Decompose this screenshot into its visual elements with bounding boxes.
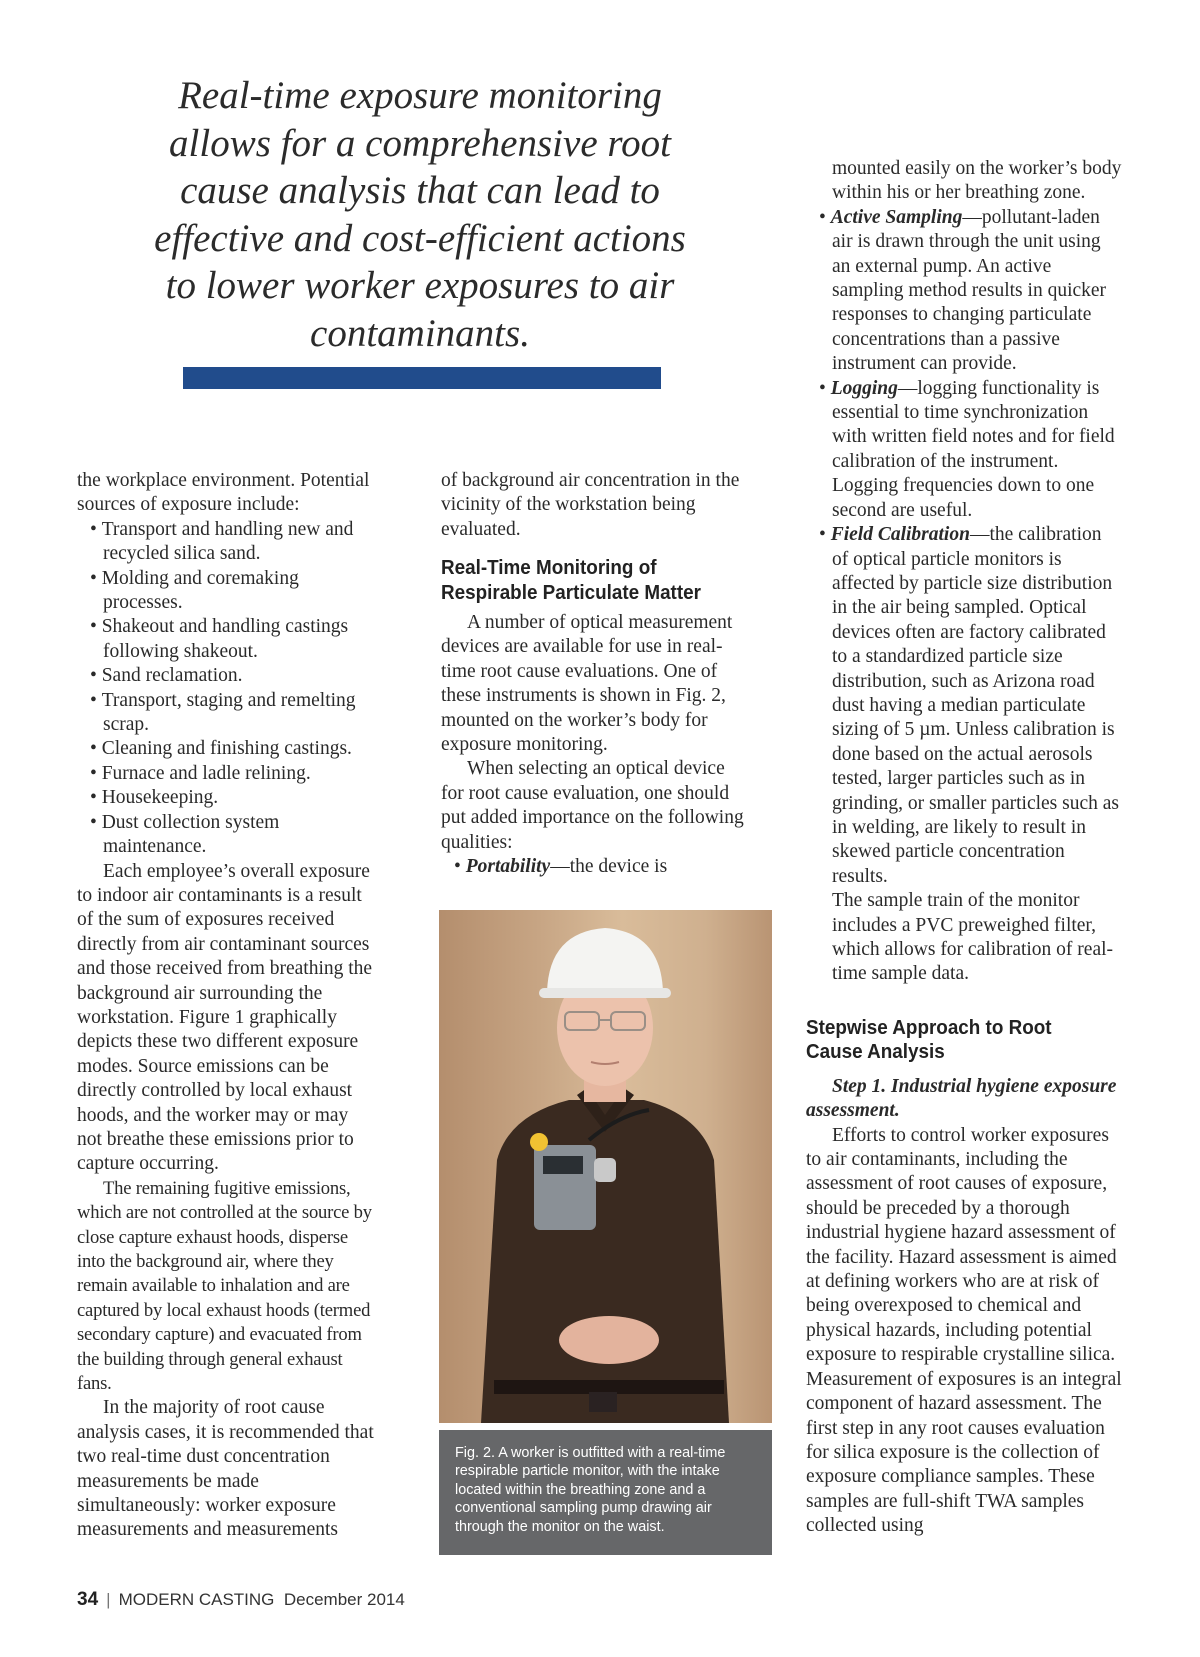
term-text: —the calibration of optical particle monitors is affected by particle size distribution in the air being sampled. Optical devices often are factory calibrated to a standardized particle size distribution, such as Arizona road dust having a median particulate sizing of 5 µm. Unless calibration is done based on the actual aerosols tested, larger particles such as in grinding, or smaller particles such as in welding, are likely to result in skewed particle concentration results. <box>832 524 1120 887</box>
list-item: • Shakeout and handling castings following shakeout. <box>77 615 377 664</box>
section-heading-line: Respirable Particulate Matter <box>441 580 701 604</box>
term: Portability <box>465 856 551 878</box>
page-number: 34 <box>77 1589 99 1610</box>
list-item: • Molding and coremaking processes. <box>77 567 377 616</box>
page-footer <box>77 1589 405 1611</box>
body-paragraph: The sample train of the monitor includes a PVC preweighed filter, which allows for calibration of real-time sample data. <box>832 890 1114 985</box>
exposure-sources-list <box>77 518 377 860</box>
list-item: • Transport and handling new and recycled silica sand. <box>77 518 377 567</box>
worker-photo <box>439 910 772 1423</box>
section-heading <box>441 556 724 605</box>
pull-quote: Real-time exposure monitoring allows for a comprehensive root cause analysis that can lead to effective and cost-efficient actions to lower worker exposures to air contaminants. <box>154 74 686 355</box>
body-paragraph: In the majority of root cause analysis cases, it is recommended that two real-time dust concentration measurements be made simultaneously: worker exposure measurements and measurements <box>77 1397 374 1541</box>
body-paragraph: A number of optical measurement devices are available for use in real-time root cause evaluations. One of these instruments is shown in Fig. 2, mounted on the worker’s body for exposure monitoring. <box>441 612 733 756</box>
term: Field Calibration <box>830 524 970 546</box>
term-text: —the device is <box>550 856 668 878</box>
section-heading-line: Real-Time Monitoring of <box>441 556 657 580</box>
body-paragraph: The remaining fugitive emissions, which are not controlled at the source by close capture exhaust hoods, disperse into the background air, where they remain available to inhalation and are captured by local exhaust hoods (termed secondary capture) and evacuated from the building through general exhaust fans. <box>77 1177 372 1395</box>
qualities-list-continued <box>806 206 1122 889</box>
footer-divider: | <box>106 1590 111 1609</box>
step-title: Step 1. Industrial hygiene exposure assessment. <box>806 1075 1117 1122</box>
section-heading-line: Cause Analysis <box>806 1040 945 1064</box>
body-paragraph: When selecting an optical device for root cause evaluation, one should put added importance on the following qualities: <box>441 758 744 853</box>
body-paragraph: Efforts to control worker exposures to air contaminants, including the assessment of root causes of exposure, should be preceded by a thorough industrial hygiene hazard assessment of the facility. Hazard assessment is aimed at defining workers who are at risk of being overexposed to chemical and physical hazards, including potential exposure to respirable crystalline silica. Measurement of exposures is an integral component of hazard assessment. The first step in any root causes evaluation for silica exposure is the collection of exposure compliance samples. These samples are full-shift TWA samples collected using <box>806 1124 1122 1537</box>
section-heading <box>806 1016 1097 1065</box>
figure-caption: Fig. 2. A worker is outfitted with a real-time respirable particle monitor, with the intake located within the breathing zone and a conventional sampling pump drawing air through the monitor on the waist. <box>439 1430 772 1555</box>
column-3 <box>806 157 1122 987</box>
body-paragraph: mounted easily on the worker’s body within his or her breathing zone. <box>832 158 1122 204</box>
qualities-list <box>441 855 749 879</box>
list-item <box>806 523 1122 889</box>
list-item: • Furnace and ladle relining. <box>77 762 377 786</box>
list-item <box>441 855 749 879</box>
term-text: —pollutant-laden air is drawn through the unit using an external pump. An active sampling method results in quicker responses to changing particulate concentrations than a passive instrument can provide. <box>832 206 1107 375</box>
list-item: • Dust collection system maintenance. <box>77 811 377 860</box>
section-heading-line: Stepwise Approach to Root <box>806 1016 1052 1039</box>
list-item: • Transport, staging and remelting scrap. <box>77 689 377 738</box>
list-item: • Sand reclamation. <box>77 664 377 688</box>
term: Active Sampling <box>830 206 963 228</box>
list-item <box>806 206 1122 377</box>
issue-date: December 2014 <box>283 1590 405 1609</box>
column-1-intro: the workplace environment. Potential sources of exposure include: <box>77 470 370 516</box>
column-1 <box>77 469 377 1543</box>
body-paragraph: of background air concentration in the vicinity of the workstation being evaluated. <box>441 470 740 540</box>
column-3-lower <box>806 1016 1122 1539</box>
pull-quote-rule <box>183 367 661 389</box>
list-item <box>806 377 1122 523</box>
list-item: • Housekeeping. <box>77 786 377 810</box>
worker-illustration <box>439 910 772 1423</box>
publication-name: MODERN CASTING <box>118 1590 275 1609</box>
term-text: —logging functionality is essential to time synchronization with written field notes and for field calibration of the instrument. Logging frequencies down to one second are useful. <box>832 377 1115 521</box>
term: Logging <box>830 377 898 399</box>
column-2 <box>441 469 749 880</box>
body-paragraph: Each employee’s overall exposure to indoor air contaminants is a result of the sum of exposures received directly from air contaminant sources and those received from breathing the background air surrounding the workstation. Figure 1 graphically depicts these two different exposure modes. Source emissions can be directly controlled by local exhaust hoods, and the worker may or may not breathe these emissions prior to capture occurring. <box>77 860 373 1175</box>
list-item: • Cleaning and finishing castings. <box>77 737 377 761</box>
